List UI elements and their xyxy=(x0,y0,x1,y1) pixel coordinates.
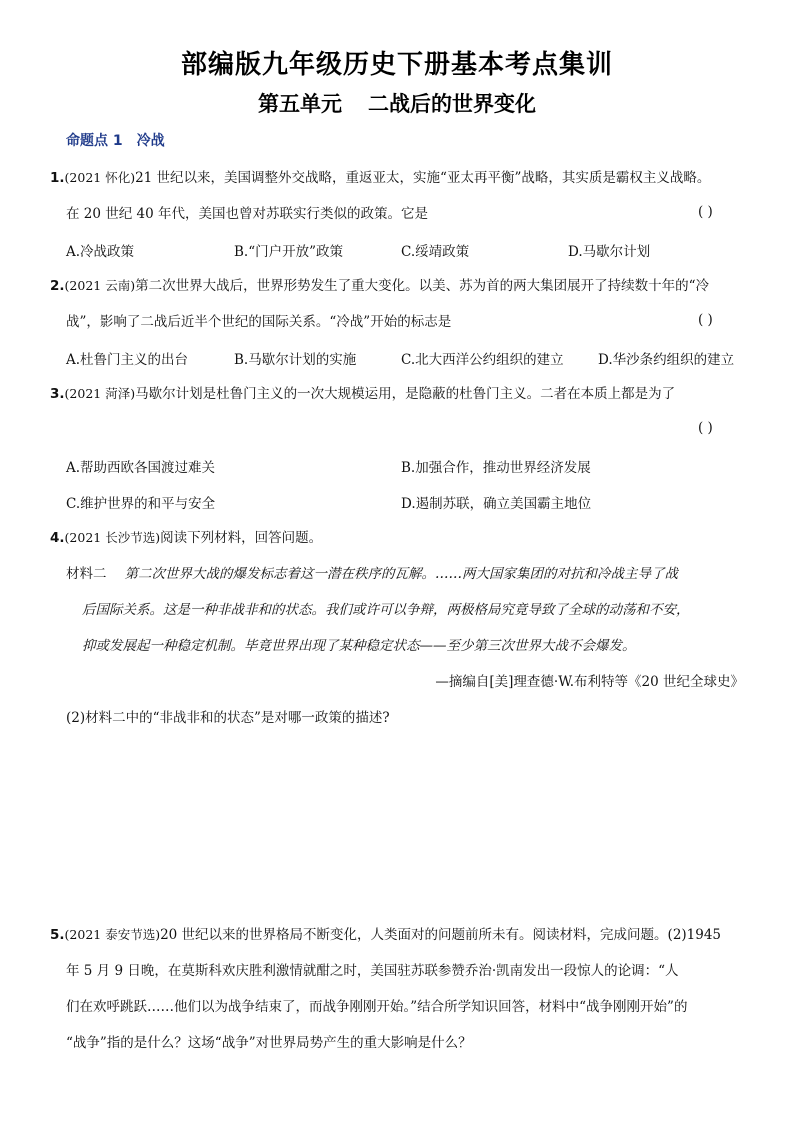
section-topic: 冷战 xyxy=(136,133,165,149)
q2-option-c: C.北大西洋公约组织的建立 xyxy=(401,352,564,368)
q2-option-a: A.杜鲁门主义的出台 xyxy=(66,352,189,368)
q1-line1 xyxy=(50,168,710,188)
q2-source: (2021 云南) xyxy=(64,278,136,293)
q2-line1 xyxy=(50,276,709,296)
q4-material-line1 xyxy=(66,564,678,584)
q4-citation: —摘编自[美]理查德·W.布利特等《20 世纪全球史》 xyxy=(435,674,744,690)
q1-option-a: A.冷战政策 xyxy=(66,244,135,260)
q3-option-a: A.帮助西欧各国渡过难关 xyxy=(66,460,216,476)
q1-option-d: D.马歇尔计划 xyxy=(568,244,651,260)
q3-text1: 马歇尔计划是杜鲁门主义的一次大规模运用，是隐蔽的杜鲁门主义。二者在本质上都是为了 xyxy=(135,386,676,402)
q2-text1: 第二次世界大战后，世界形势发生了重大变化。以美、苏为首的两大集团展开了持续数十年的“冷 xyxy=(135,278,709,294)
q1-option-c: C.绥靖政策 xyxy=(401,244,470,260)
q3-option-c: C.维护世界的和平与安全 xyxy=(66,496,216,512)
q1-line2: 在 20 世纪 40 年代，美国也曾对苏联实行类似的政策。它是 xyxy=(66,206,429,222)
page-title: 部编版九年级历史下册基本考点集训 xyxy=(180,50,613,80)
q1-source: (2021 怀化) xyxy=(64,170,136,185)
q3-option-b: B.加强合作，推动世界经济发展 xyxy=(401,460,591,476)
q4-material-label: 材料二 xyxy=(66,566,107,582)
q5-line2: 年 5 月 9 日晚，在莫斯科欢庆胜利激情就酣之时，美国驻苏联参赞乔治·凯南发出一段惊人的论调：“人 xyxy=(66,963,679,979)
q5-source: (2021 泰安节选) xyxy=(64,927,161,942)
q4-source: (2021 长沙节选) xyxy=(64,530,161,545)
section-label: 命题点 1 xyxy=(66,133,123,149)
q3-option-d: D.遏制苏联，确立美国霸主地位 xyxy=(401,496,592,512)
q3-number: 3. xyxy=(50,386,65,402)
q1-answer-paren: ( ) xyxy=(698,204,713,220)
q4-material-text1: 第二次世界大战的爆发标志着这一潜在秩序的瓦解。……两大国家集团的对抗和冷战主导了战 xyxy=(124,566,678,582)
q1-option-b: B.“门户开放”政策 xyxy=(234,244,344,260)
q1-text1: 21 世纪以来，美国调整外交战略，重返亚太，实施“亚太再平衡”战略，其实质是霸权主义战略。 xyxy=(135,170,711,186)
q5-line4: “战争”指的是什么？这场“战争”对世界局势产生的重大影响是什么？ xyxy=(66,1035,472,1051)
q5-text1: 20 世纪以来的世界格局不断变化，人类面对的问题前所未有。阅读材料，完成问题。(2)1945 xyxy=(160,927,722,943)
q4-intro: 阅读下列材料，回答问题。 xyxy=(160,530,323,546)
q5-number: 5. xyxy=(50,927,65,943)
unit-title xyxy=(0,88,794,118)
q2-answer-paren: ( ) xyxy=(698,312,713,328)
q4-question: (2)材料二中的“非战非和的状态”是对哪一政策的描述? xyxy=(66,710,390,726)
q5-line3: 们在欢呼跳跃……他们以为战争结束了，而战争刚刚开始。”结合所学知识回答，材料中“战争刚刚开始”的 xyxy=(66,999,688,1015)
q2-option-d: D.华沙条约组织的建立 xyxy=(598,352,735,368)
unit-name: 二战后的世界变化 xyxy=(368,92,536,116)
q4-number: 4. xyxy=(50,530,65,546)
q5-line1 xyxy=(50,925,721,945)
q3-answer-paren: ( ) xyxy=(698,420,713,436)
q4-line1 xyxy=(50,528,322,548)
q2-line2: 战”，影响了二战后近半个世纪的国际关系。“冷战”开始的标志是 xyxy=(66,314,452,330)
q2-number: 2. xyxy=(50,278,65,294)
q3-source: (2021 菏泽) xyxy=(64,386,136,401)
q4-material-line2: 后国际关系。这是一种非战非和的状态。我们或许可以争辩，两极格局究竟导致了全球的动荡和不安， xyxy=(82,602,690,618)
section-heading xyxy=(66,130,165,150)
q1-number: 1. xyxy=(50,170,65,186)
unit-number: 第五单元 xyxy=(258,92,342,116)
q2-option-b: B.马歇尔计划的实施 xyxy=(234,352,357,368)
q3-line1 xyxy=(50,384,675,404)
q4-material-line3: 抑或发展起一种稳定机制。毕竟世界出现了某种稳定状态——至少第三次世界大战不会爆发。 xyxy=(82,638,636,654)
